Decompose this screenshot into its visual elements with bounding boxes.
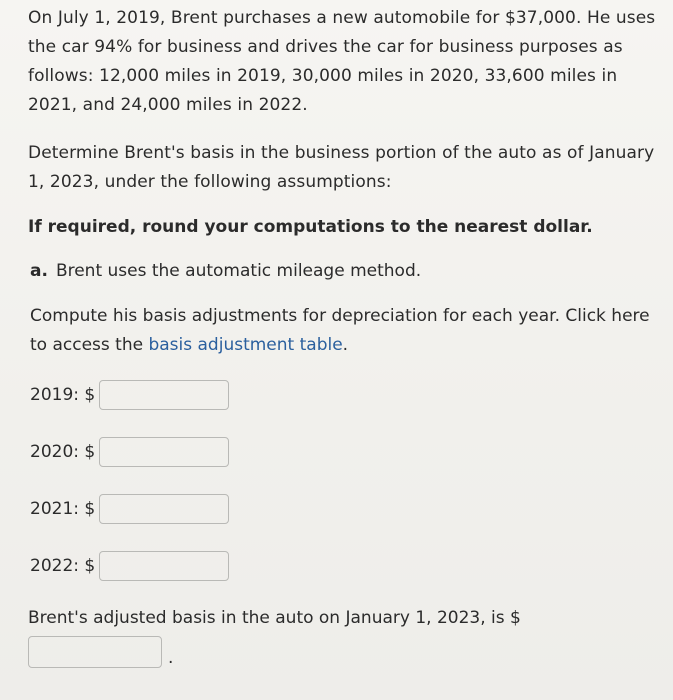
part-a-heading [30, 257, 421, 286]
compute-text: Compute his basis adjustments for depreciation for each year. Click here to access the [30, 306, 650, 355]
answer-input-2020[interactable] [99, 437, 229, 467]
adjusted-basis-input[interactable] [28, 636, 162, 668]
adjusted-basis-period: . [168, 648, 174, 668]
answer-input-2021[interactable] [99, 494, 229, 524]
answer-label-2020: 2020: $ [30, 442, 96, 462]
problem-instructions: Determine Brent's basis in the business portion of the auto as of January 1, 2023, under the following assumptions: [28, 143, 655, 192]
adjusted-basis-answer-row [28, 636, 173, 668]
answer-row-2020 [30, 435, 229, 469]
compute-instructions [30, 302, 655, 360]
answer-row-2021 [30, 492, 229, 526]
part-a-letter: a. [30, 261, 48, 281]
rounding-note: If required, round your computations to the nearest dollar. [28, 217, 593, 237]
answer-label-2021: 2021: $ [30, 499, 96, 519]
answer-input-2019[interactable] [99, 380, 229, 410]
part-a-text: Brent uses the automatic mileage method. [55, 261, 422, 281]
problem-intro: On July 1, 2019, Brent purchases a new automobile for $37,000. He uses the car 94% for business and drives the car for business purposes as follows: 12,000 miles in 2019, 30,000 miles in 2020, 33,600 miles in 2021, and 24,000 miles in 2022. [28, 8, 656, 115]
answer-row-2022 [30, 549, 229, 583]
answer-label-2022: 2022: $ [30, 556, 96, 576]
adjusted-basis-text: Brent's adjusted basis in the auto on January 1, 2023, is $ [28, 608, 521, 628]
compute-period: . [342, 335, 349, 355]
answer-label-2019: 2019: $ [30, 385, 96, 405]
answer-row-2019 [30, 378, 229, 412]
answer-input-2022[interactable] [99, 551, 229, 581]
basis-adjustment-table-link[interactable]: basis adjustment table [148, 335, 343, 355]
